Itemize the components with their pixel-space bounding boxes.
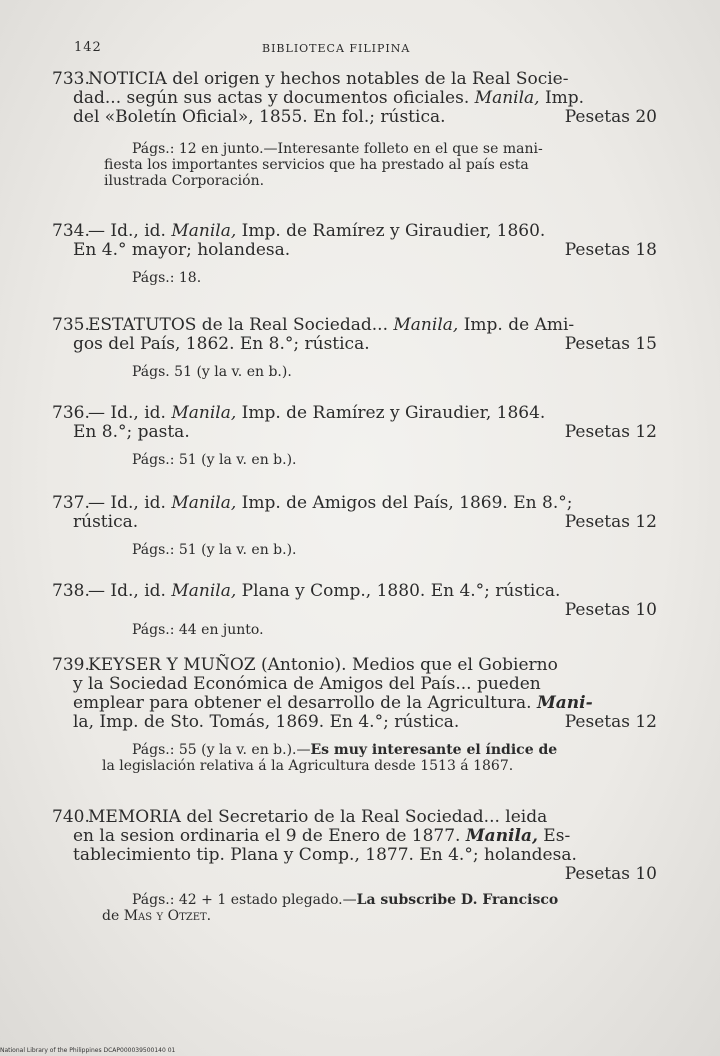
- entry-738: 738.— Id., id. Manila, Plana y Comp., 1880. En 4.°; rústica. Pesetas 10 Págs.: 44 en junto.: [52, 581, 657, 638]
- page-number: 142: [74, 40, 102, 55]
- price: Pesetas 12: [564, 422, 657, 442]
- entry-note: Págs.: 18.: [132, 270, 202, 286]
- entry-number: 735.: [52, 315, 90, 335]
- entry-note: Págs.: 12 en junto.—Interesante folleto en el que se mani-: [132, 141, 543, 157]
- entry-number: 740.: [52, 807, 90, 827]
- entry-note: Págs.: 55 (y la v. en b.).—Es muy interesante el índice de: [132, 742, 558, 758]
- price: Pesetas 10: [564, 864, 657, 884]
- entry-note: Págs.: 51 (y la v. en b.).: [132, 542, 297, 558]
- price: Pesetas 18: [564, 240, 657, 260]
- price: Pesetas 12: [564, 712, 657, 732]
- entry-737: 737.— Id., id. Manila, Imp. de Amigos del País, 1869. En 8.°; rústica. Pesetas 12 Págs.: 51 (y la v. en b.).: [52, 493, 657, 558]
- place: Manila,: [171, 493, 237, 513]
- price: Pesetas 20: [564, 107, 657, 127]
- entry-number: 738.: [52, 581, 90, 601]
- entry-736: 736.— Id., id. Manila, Imp. de Ramírez y Giraudier, 1864. En 8.°; pasta. Pesetas 12 Págs.: 51 (y la v. en b.).: [52, 403, 657, 468]
- entry-735: 735.ESTATUTOS de la Real Sociedad... Manila, Imp. de Ami- gos del País, 1862. En 8.°; rústica. Pesetas 15 Págs. 51 (y la v. en b.).: [52, 315, 657, 380]
- place: Manila,: [171, 221, 237, 241]
- entry-number: 736.: [52, 403, 90, 423]
- entry-number: 739.: [52, 655, 90, 675]
- place: Manila,: [465, 826, 538, 846]
- price: Pesetas 15: [564, 334, 657, 354]
- scan-footer: National Library of the Philippines DCAP000039500140 01: [0, 1047, 176, 1054]
- place: Manila,: [171, 581, 237, 601]
- entry-734: 734.— Id., id. Manila, Imp. de Ramírez y Giraudier, 1860. En 4.° mayor; holandesa. Pesetas 18 Págs.: 18.: [52, 221, 657, 286]
- place: Manila,: [393, 315, 459, 335]
- place: Manila,: [171, 403, 237, 423]
- entry-number: 734.: [52, 221, 90, 241]
- place: Manila,: [474, 88, 540, 108]
- entry-number: 733.: [52, 69, 90, 89]
- price: Pesetas 12: [564, 512, 657, 532]
- entry-733: 733.NOTICIA del origen y hechos notables de la Real Socie- dad... según sus actas y documentos oficiales. Manila, Imp. del «Boletín Oficial», 1855. En fol.; rústica. Pesetas 20 Págs.: 12 en junto.—Interesante folleto en el que se mani- fiesta los importantes servicios que ha prestado al país esta ilustrada Corporación.: [52, 69, 657, 189]
- place: Mani-: [536, 693, 593, 713]
- entry-note: Págs. 51 (y la v. en b.).: [132, 364, 292, 380]
- entry-note: Págs.: 51 (y la v. en b.).: [132, 452, 297, 468]
- page-header: [74, 40, 660, 60]
- entry-740: 740.MEMORIA del Secretario de la Real Sociedad... leida en la sesion ordinaria el 9 de Enero de 1877. Manila, Es- tablecimiento tip. Plana y Comp., 1877. En 4.°; holandesa. Pesetas 10 Págs.: 42 + 1 estado plegado.—La subscribe D. Francisco de Mas y Otzet.: [52, 807, 657, 924]
- entry-number: 737.: [52, 493, 90, 513]
- entry-739: 739.KEYSER Y MUÑOZ (Antonio). Medios que el Gobierno y la Sociedad Económica de Amigos del País... pueden emplear para obtener el desarrollo de la Agricultura. Mani- la, Imp. de Sto. Tomás, 1869. En 4.°; rústica. Pesetas 12 Págs.: 55 (y la v. en b.).—Es muy interesante el índice de la legislación relativa á la Agricultura desde 1513 á 1867.: [52, 655, 657, 774]
- running-title: BIBLIOTECA FILIPINA: [262, 42, 411, 55]
- price: Pesetas 10: [564, 600, 657, 620]
- entry-note: Págs.: 42 + 1 estado plegado.—La subscribe D. Francisco: [132, 892, 559, 908]
- entry-note: Págs.: 44 en junto.: [132, 622, 264, 638]
